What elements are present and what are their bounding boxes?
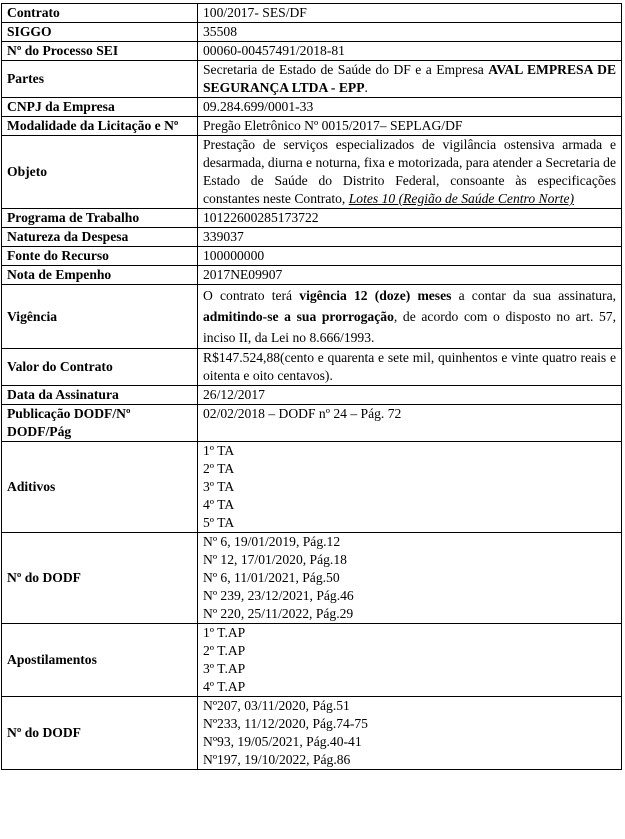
value-valor: R$147.524,88(cento e quarenta e sete mil, quinhentos e vinte quatro reais e oitenta e oito centavos). [198, 349, 622, 386]
label-valor: Valor do Contrato [2, 349, 198, 386]
list-item: 1º T.AP [203, 625, 246, 640]
value-empenho: 2017NE09907 [198, 266, 622, 285]
list-item: 4º T.AP [203, 679, 246, 694]
label-fonte: Fonte do Recurso [2, 247, 198, 266]
row-programa [2, 209, 622, 228]
row-empenho [2, 266, 622, 285]
label-modalidade: Modalidade da Licitação e Nº [2, 117, 198, 136]
label-dodf-aditivos: Nº do DODF [2, 533, 198, 624]
label-publicacao: Publicação DODF/Nº DODF/Pág [2, 405, 198, 442]
list-item: Nº 239, 23/12/2021, Pág.46 [203, 588, 354, 603]
value-cnpj: 09.284.699/0001-33 [198, 98, 622, 117]
list-item: 3º TA [203, 479, 235, 494]
value-aditivos [198, 442, 622, 533]
partes-suffix: . [364, 80, 368, 95]
row-processo [2, 42, 622, 61]
row-modalidade [2, 117, 622, 136]
value-objeto [198, 136, 622, 209]
list-item: Nº197, 19/10/2022, Pág.86 [203, 752, 351, 767]
vigencia-text-2: a contar da sua assinatura, [451, 288, 617, 303]
row-contrato [2, 4, 622, 23]
label-contrato: Contrato [2, 4, 198, 23]
objeto-text: Prestação de serviços especializados de vigilância ostensiva armada e desarmada, diurna e noturna, fixa e motorizada, para atender a Secretaria de Estado de Saúde do Distrito Federal, consoante às especificações constantes neste Contrato, [203, 137, 616, 206]
list-item: Nº 220, 25/11/2022, Pág.29 [203, 606, 354, 621]
label-partes: Partes [2, 61, 198, 98]
list-item: Nº233, 11/12/2020, Pág.74-75 [203, 716, 368, 731]
list-item: Nº 6, 19/01/2019, Pág.12 [203, 534, 341, 549]
row-partes [2, 61, 622, 98]
list-item: 1º TA [203, 443, 235, 458]
label-natureza: Natureza da Despesa [2, 228, 198, 247]
label-assinatura: Data da Assinatura [2, 386, 198, 405]
vigencia-text-3: , de acordo com o disposto no art. 57, inciso II, da Lei no 8.666/1993. [203, 309, 617, 345]
list-item: 5º TA [203, 515, 235, 530]
value-processo: 00060-00457491/2018-81 [198, 42, 622, 61]
partes-text: Secretaria de Estado de Saúde do DF e a Empresa [203, 62, 489, 77]
row-assinatura [2, 386, 622, 405]
value-vigencia [198, 285, 622, 349]
list-item: 2º T.AP [203, 643, 246, 658]
row-natureza [2, 228, 622, 247]
row-publicacao [2, 405, 622, 442]
label-objeto: Objeto [2, 136, 198, 209]
vigencia-prorrogacao: admitindo-se a sua prorrogação [203, 309, 394, 324]
value-modalidade: Pregão Eletrônico Nº 0015/2017– SEPLAG/DF [198, 117, 622, 136]
list-item: 4º TA [203, 497, 235, 512]
value-apostilamentos [198, 624, 622, 697]
vigencia-term: vigência 12 (doze) meses [299, 288, 452, 303]
label-apostilamentos: Apostilamentos [2, 624, 198, 697]
row-valor [2, 349, 622, 386]
row-cnpj [2, 98, 622, 117]
label-cnpj: CNPJ da Empresa [2, 98, 198, 117]
label-programa: Programa de Trabalho [2, 209, 198, 228]
value-dodf-apostilamentos [198, 697, 622, 770]
list-item: Nº 12, 17/01/2020, Pág.18 [203, 552, 347, 567]
list-item: 2º TA [203, 461, 235, 476]
value-publicacao: 02/02/2018 – DODF nº 24 – Pág. 72 [198, 405, 622, 442]
row-siggo [2, 23, 622, 42]
value-fonte: 100000000 [198, 247, 622, 266]
value-assinatura: 26/12/2017 [198, 386, 622, 405]
value-dodf-aditivos [198, 533, 622, 624]
row-apostilamentos [2, 624, 622, 697]
value-contrato: 100/2017- SES/DF [198, 4, 622, 23]
row-fonte [2, 247, 622, 266]
value-siggo: 35508 [198, 23, 622, 42]
value-natureza: 339037 [198, 228, 622, 247]
row-dodf-aditivos [2, 533, 622, 624]
list-item: Nº93, 19/05/2021, Pág.40-41 [203, 734, 362, 749]
row-objeto [2, 136, 622, 209]
list-item: Nº207, 03/11/2020, Pág.51 [203, 698, 350, 713]
label-aditivos: Aditivos [2, 442, 198, 533]
list-item: 3º T.AP [203, 661, 246, 676]
label-siggo: SIGGO [2, 23, 198, 42]
label-empenho: Nota de Empenho [2, 266, 198, 285]
vigencia-text-1: O contrato terá [203, 288, 300, 303]
objeto-lotes: Lotes 10 (Região de Saúde Centro Norte) [348, 191, 575, 206]
label-dodf-apostilamentos: Nº do DODF [2, 697, 198, 770]
label-vigencia: Vigência [2, 285, 198, 349]
list-item: Nº 6, 11/01/2021, Pág.50 [203, 570, 340, 585]
contract-table [1, 3, 622, 770]
partes-company: AVAL EMPRESA DE SEGURANÇA LTDA - EPP [203, 62, 617, 95]
label-processo: Nº do Processo SEI [2, 42, 198, 61]
value-partes [198, 61, 622, 98]
row-aditivos [2, 442, 622, 533]
row-vigencia [2, 285, 622, 349]
row-dodf-apostilamentos [2, 697, 622, 770]
value-programa: 10122600285173722 [198, 209, 622, 228]
